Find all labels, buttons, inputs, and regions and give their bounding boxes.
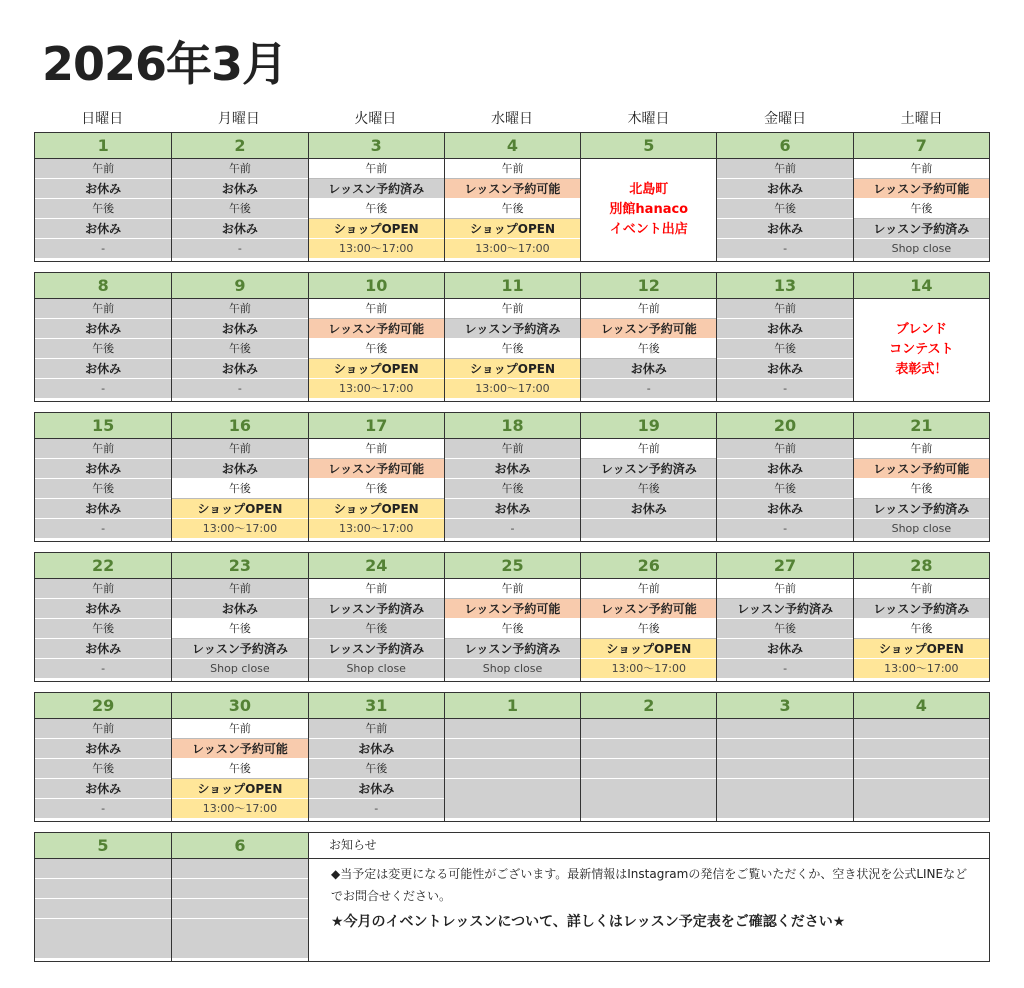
event-text [889, 320, 953, 380]
day-number: 23 [172, 553, 307, 579]
day-number: 9 [172, 273, 307, 299]
am-label: 午前 [717, 579, 852, 599]
day-cell [853, 273, 989, 401]
pm-note: - [717, 659, 852, 679]
am-label: 午前 [717, 439, 852, 459]
pm-label: 午後 [172, 339, 307, 359]
day-number: 8 [35, 273, 171, 299]
pm-note: 13:00～17:00 [445, 379, 580, 399]
day-cell [444, 133, 580, 261]
am-status: お休み [35, 739, 171, 759]
am-status: レッスン予約可能 [445, 179, 580, 199]
pm-note: 13:00～17:00 [309, 239, 444, 259]
am-status: お休み [172, 179, 307, 199]
pm-label: 午後 [854, 199, 989, 219]
pm-label: 午後 [309, 199, 444, 219]
am-status: お休み [172, 599, 307, 619]
day-number: 28 [854, 553, 989, 579]
am-status: レッスン予約可能 [445, 599, 580, 619]
day-number: 13 [717, 273, 852, 299]
calendar-last-row [34, 832, 990, 962]
am-label: 午前 [172, 719, 307, 739]
weekday-label: 木曜日 [627, 111, 670, 127]
am-label: 午前 [35, 439, 171, 459]
day-cell [308, 133, 444, 261]
pm-note: - [172, 379, 307, 399]
am-status: お休み [172, 319, 307, 339]
pm-status: レッスン予約済み [172, 639, 307, 659]
day-cell [35, 133, 171, 261]
am-label: 午前 [35, 579, 171, 599]
am-label: 午前 [581, 299, 716, 319]
am-status: お休み [309, 739, 444, 759]
empty-slot [445, 719, 580, 739]
calendar-week [34, 692, 990, 822]
pm-note: - [445, 519, 580, 539]
day-cell [171, 133, 307, 261]
day-number: 24 [309, 553, 444, 579]
empty-slot [717, 719, 852, 739]
day-cell [580, 133, 716, 261]
event-line: 表彰式！ [895, 362, 948, 377]
day-cell [444, 273, 580, 401]
empty-slot [854, 759, 989, 779]
empty-slot [445, 759, 580, 779]
am-label: 午前 [581, 439, 716, 459]
pm-label: 午後 [717, 339, 852, 359]
pm-status: ショップOPEN [445, 359, 580, 379]
calendar-week [34, 412, 990, 542]
day-number: 3 [717, 693, 852, 719]
am-label: 午前 [309, 719, 444, 739]
weekday-label: 火曜日 [354, 111, 397, 127]
day-number: 1 [35, 133, 171, 159]
calendar-week [34, 272, 990, 402]
am-status: レッスン予約可能 [581, 599, 716, 619]
pm-label: 午後 [445, 479, 580, 499]
day-number: 12 [581, 273, 716, 299]
day-number: 4 [854, 693, 989, 719]
event-notice [854, 299, 989, 401]
empty-slot [854, 779, 989, 819]
pm-label: 午後 [717, 199, 852, 219]
day-number: 19 [581, 413, 716, 439]
empty-slot [172, 899, 308, 919]
empty-slot [35, 899, 171, 919]
day-number: 21 [854, 413, 989, 439]
am-status: お休み [172, 459, 307, 479]
am-label: 午前 [309, 159, 444, 179]
pm-note: 13:00～17:00 [854, 659, 989, 679]
am-status: お休み [717, 319, 852, 339]
empty-slot [445, 779, 580, 819]
weekday-label: 土曜日 [900, 111, 943, 127]
pm-label: 午後 [172, 619, 307, 639]
day-cell [308, 693, 444, 821]
am-label: 午前 [35, 299, 171, 319]
am-label: 午前 [445, 579, 580, 599]
pm-status: レッスン予約済み [445, 639, 580, 659]
empty-slot [445, 739, 580, 759]
day-cell [171, 693, 307, 821]
day-number: 16 [172, 413, 307, 439]
pm-note: - [172, 239, 307, 259]
event-line: 北島町 [629, 182, 669, 197]
pm-label: 午後 [854, 479, 989, 499]
pm-status: レッスン予約済み [854, 219, 989, 239]
pm-status: お休み [35, 779, 171, 799]
am-label: 午前 [717, 159, 852, 179]
am-status: レッスン予約可能 [854, 459, 989, 479]
day-number: 5 [35, 833, 171, 859]
am-status: お休み [717, 179, 852, 199]
empty-slot [35, 859, 171, 879]
pm-status: ショップOPEN [445, 219, 580, 239]
day-number: 15 [35, 413, 171, 439]
day-cell [580, 693, 716, 821]
event-notice [581, 159, 716, 261]
weekday-label: 水曜日 [490, 111, 533, 127]
am-status: レッスン予約済み [717, 599, 852, 619]
am-status: お休み [35, 179, 171, 199]
event-text [609, 180, 688, 240]
day-cell [853, 693, 989, 821]
pm-note: - [717, 379, 852, 399]
pm-label: 午後 [854, 619, 989, 639]
day-number: 10 [309, 273, 444, 299]
am-status: お休み [35, 599, 171, 619]
day-cell [35, 693, 171, 821]
day-cell [444, 693, 580, 821]
pm-note: 13:00～17:00 [309, 519, 444, 539]
empty-slot [172, 859, 308, 879]
event-line: イベント出店 [609, 222, 688, 237]
pm-status: お休み [172, 359, 307, 379]
empty-slot [717, 779, 852, 819]
day-number: 26 [581, 553, 716, 579]
calendar-week [34, 132, 990, 262]
am-label: 午前 [35, 719, 171, 739]
pm-status: お休み [717, 639, 852, 659]
day-number: 4 [445, 133, 580, 159]
day-cell [580, 553, 716, 681]
am-label: 午前 [172, 159, 307, 179]
pm-status: お休み [717, 219, 852, 239]
pm-label: 午後 [309, 339, 444, 359]
empty-slot [581, 759, 716, 779]
notice-body: ◆当予定は変更になる可能性がございます。最新情報はInstagramの発信をご覧いただくか、空き状況を公式LINEなどでお問合せください。 [331, 867, 968, 903]
pm-note: 13:00～17:00 [172, 799, 307, 819]
pm-label: 午後 [445, 339, 580, 359]
am-status: レッスン予約済み [854, 599, 989, 619]
am-label: 午前 [445, 159, 580, 179]
empty-slot [854, 739, 989, 759]
pm-note: Shop close [172, 659, 307, 679]
day-cell [716, 413, 852, 541]
event-line: コンテスト [889, 342, 954, 357]
pm-note: 13:00～17:00 [445, 239, 580, 259]
day-cell [444, 553, 580, 681]
am-label: 午前 [35, 159, 171, 179]
am-label: 午前 [172, 579, 307, 599]
pm-label: 午後 [35, 339, 171, 359]
day-number: 20 [717, 413, 852, 439]
pm-label: 午後 [309, 479, 444, 499]
day-cell [580, 273, 716, 401]
pm-note: - [717, 239, 852, 259]
day-cell [308, 413, 444, 541]
am-label: 午前 [717, 299, 852, 319]
day-cell [171, 553, 307, 681]
am-label: 午前 [309, 299, 444, 319]
am-label: 午前 [172, 439, 307, 459]
pm-note: - [309, 799, 444, 819]
pm-status: お休み [172, 219, 307, 239]
day-cell [853, 413, 989, 541]
day-number: 6 [717, 133, 852, 159]
pm-label: 午後 [717, 619, 852, 639]
day-number: 25 [445, 553, 580, 579]
pm-note: - [717, 519, 852, 539]
empty-slot [35, 919, 171, 959]
pm-label: 午後 [445, 619, 580, 639]
day-cell [444, 413, 580, 541]
pm-note: 13:00～17:00 [172, 519, 307, 539]
pm-label: 午後 [172, 759, 307, 779]
day-cell [853, 553, 989, 681]
day-cell [171, 413, 307, 541]
pm-note: - [35, 799, 171, 819]
pm-label: 午後 [35, 619, 171, 639]
pm-note: Shop close [854, 519, 989, 539]
pm-label: 午後 [581, 339, 716, 359]
event-line: ブレンド [895, 322, 947, 337]
day-number: 2 [172, 133, 307, 159]
pm-status: ショップOPEN [309, 359, 444, 379]
pm-label: 午後 [309, 619, 444, 639]
pm-label: 午後 [581, 619, 716, 639]
event-line: 別館hanaco [609, 202, 689, 217]
empty-slot [717, 739, 852, 759]
pm-note: - [35, 379, 171, 399]
empty-slot [717, 759, 852, 779]
weekday-header [34, 108, 990, 130]
am-status: お休み [717, 459, 852, 479]
pm-note: - [35, 239, 171, 259]
empty-slot [35, 879, 171, 899]
day-cell [716, 273, 852, 401]
pm-status: お休み [445, 499, 580, 519]
pm-note: Shop close [445, 659, 580, 679]
day-number: 3 [309, 133, 444, 159]
am-status: レッスン予約可能 [854, 179, 989, 199]
pm-status: お休み [309, 779, 444, 799]
pm-status: お休み [35, 499, 171, 519]
pm-status: お休み [35, 219, 171, 239]
pm-label: 午後 [35, 479, 171, 499]
am-status: レッスン予約可能 [309, 459, 444, 479]
day-cell [716, 133, 852, 261]
am-status: レッスン予約済み [309, 179, 444, 199]
pm-label: 午後 [35, 199, 171, 219]
day-cell [853, 133, 989, 261]
day-number: 6 [172, 833, 308, 859]
pm-status: ショップOPEN [854, 639, 989, 659]
empty-slot [581, 739, 716, 759]
day-cell [171, 833, 308, 961]
am-status: レッスン予約可能 [309, 319, 444, 339]
calendar-week [34, 552, 990, 682]
am-status: レッスン予約済み [445, 319, 580, 339]
pm-status: お休み [717, 359, 852, 379]
am-status: お休み [35, 459, 171, 479]
day-number: 14 [854, 273, 989, 299]
day-number: 2 [581, 693, 716, 719]
pm-label: 午後 [309, 759, 444, 779]
day-cell [580, 413, 716, 541]
am-status: レッスン予約済み [581, 459, 716, 479]
pm-note: Shop close [309, 659, 444, 679]
pm-label: 午後 [717, 479, 852, 499]
pm-status: お休み [717, 499, 852, 519]
day-cell [171, 273, 307, 401]
empty-slot [581, 719, 716, 739]
day-cell [35, 273, 171, 401]
day-number: 18 [445, 413, 580, 439]
day-number: 27 [717, 553, 852, 579]
am-label: 午前 [309, 439, 444, 459]
weekday-label: 日曜日 [81, 111, 124, 127]
pm-status: お休み [581, 359, 716, 379]
day-cell [35, 553, 171, 681]
am-status: レッスン予約可能 [172, 739, 307, 759]
empty-slot [854, 719, 989, 739]
pm-status: ショップOPEN [172, 499, 307, 519]
pm-status: お休み [581, 499, 716, 519]
empty-slot [172, 879, 308, 899]
notice-panel [308, 833, 989, 961]
pm-note: - [35, 659, 171, 679]
notice-highlight: ★今月のイベントレッスンについて、詳しくはレッスン予定表をご確認ください★ [331, 914, 846, 930]
day-number: 11 [445, 273, 580, 299]
pm-status: レッスン予約済み [854, 499, 989, 519]
pm-status: ショップOPEN [309, 499, 444, 519]
day-number: 31 [309, 693, 444, 719]
empty-slot [172, 919, 308, 959]
pm-note: Shop close [854, 239, 989, 259]
pm-status: お休み [35, 359, 171, 379]
pm-note [581, 519, 716, 539]
day-number: 22 [35, 553, 171, 579]
pm-status: レッスン予約済み [309, 639, 444, 659]
day-cell [716, 553, 852, 681]
pm-status: お休み [35, 639, 171, 659]
day-number: 30 [172, 693, 307, 719]
day-cell [308, 553, 444, 681]
am-label: 午前 [172, 299, 307, 319]
pm-label: 午後 [172, 199, 307, 219]
pm-status: ショップOPEN [581, 639, 716, 659]
pm-status: ショップOPEN [309, 219, 444, 239]
day-cell [716, 693, 852, 821]
am-label: 午前 [854, 159, 989, 179]
day-cell [308, 273, 444, 401]
day-number: 1 [445, 693, 580, 719]
am-status: レッスン予約可能 [581, 319, 716, 339]
pm-note: - [35, 519, 171, 539]
am-label: 午前 [445, 299, 580, 319]
empty-slot [581, 779, 716, 819]
am-label: 午前 [581, 579, 716, 599]
pm-label: 午後 [581, 479, 716, 499]
page-title: 2026年3月 [42, 37, 288, 91]
am-label: 午前 [445, 439, 580, 459]
pm-note: 13:00～17:00 [581, 659, 716, 679]
day-number: 7 [854, 133, 989, 159]
day-number: 17 [309, 413, 444, 439]
am-label: 午前 [854, 579, 989, 599]
notice-title: お知らせ [309, 833, 989, 859]
am-label: 午前 [854, 439, 989, 459]
pm-note: 13:00～17:00 [309, 379, 444, 399]
weekday-label: 金曜日 [764, 111, 807, 127]
day-number: 5 [581, 133, 716, 159]
am-status: お休み [35, 319, 171, 339]
day-cell [35, 833, 171, 961]
am-status: お休み [445, 459, 580, 479]
pm-label: 午後 [35, 759, 171, 779]
weekday-label: 月曜日 [217, 111, 260, 127]
pm-status: ショップOPEN [172, 779, 307, 799]
am-label: 午前 [309, 579, 444, 599]
pm-label: 午後 [172, 479, 307, 499]
am-status: レッスン予約済み [309, 599, 444, 619]
day-cell [35, 413, 171, 541]
pm-label: 午後 [445, 199, 580, 219]
day-number: 29 [35, 693, 171, 719]
pm-note: - [581, 379, 716, 399]
